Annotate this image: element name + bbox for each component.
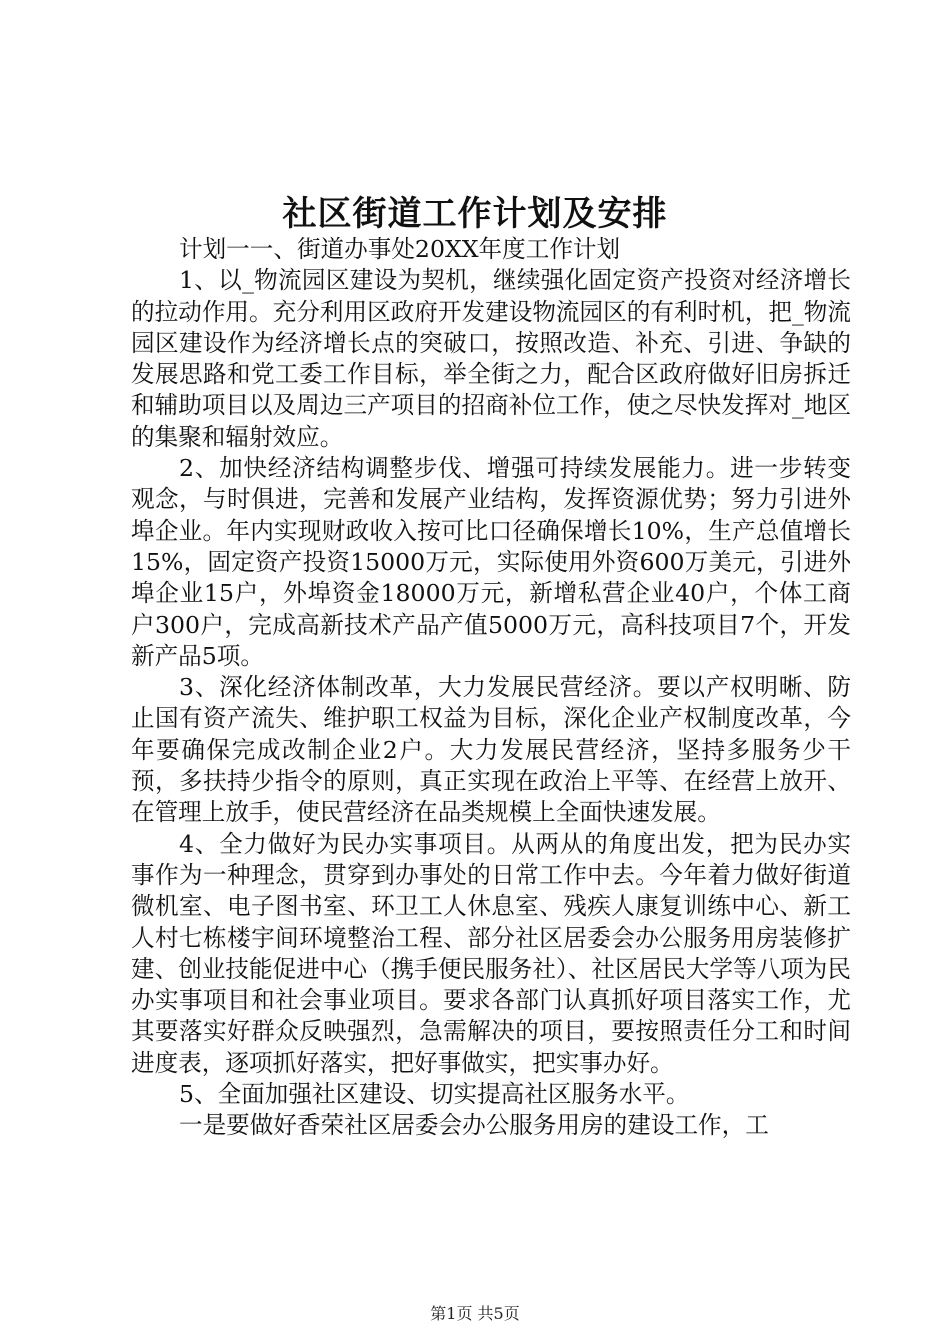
document-title: 社区街道工作计划及安排 <box>282 194 668 234</box>
page-footer: 第1页 共5页 <box>430 1304 520 1323</box>
paragraph-2: 2、加快经济结构调整步伐、增强可持续发展能力。进一步转变观念，与时俱进，完善和发展产业结构，发挥资源优势；努力引进外埠企业。年内实现财政收入按可比口径确保增长10%，生产总值增长15%，固定资产投资15000万元，实际使用外资600万美元，引进外埠企业15户，外埠资金18000万元，新增私营企业40户，个体工商户300户，完成高新技术产品产值5000万元，高科技项目7个，开发新产品5项。 <box>131 454 851 670</box>
paragraph-1: 1、以_物流园区建设为契机，继续强化固定资产投资对经济增长的拉动作用。充分利用区政府开发建设物流园区的有利时机，把_物流园区建设作为经济增长点的突破口，按照改造、补充、引进、争缺的发展思路和党工委工作目标，举全街之力，配合区政府做好旧房拆迁和辅助项目以及周边三产项目的招商补位工作，使之尽快发挥对_地区的集聚和辐射效应。 <box>131 266 851 451</box>
paragraph-4: 4、全力做好为民办实事项目。从两从的角度出发，把为民办实事作为一种理念，贯穿到办事处的日常工作中去。今年着力做好街道微机室、电子图书室、环卫工人休息室、残疾人康复训练中心、新工人村七栋楼宇间环境整治工程、部分社区居委会办公服务用房装修扩建、创业技能促进中心（携手便民服务社）、社区居民大学等八项为民办实事项目和社会事业项目。要求各部门认真抓好项目落实工作，尤其要落实好群众反映强烈，急需解决的项目，要按照责任分工和时间进度表，逐项抓好落实，把好事做实，把实事办好。 <box>131 829 851 1077</box>
section-heading: 计划一一、街道办事处20XX年度工作计划 <box>179 235 621 263</box>
document-body <box>131 234 851 1142</box>
paragraph-6: 一是要做好香荣社区居委会办公服务用房的建设工作，工 <box>179 1111 769 1140</box>
paragraph-3: 3、深化经济体制改革，大力发展民营经济。要以产权明晰、防止国有资产流失、维护职工权益为目标，深化企业产权制度改革，今年要确保完成改制企业2户。大力发展民营经济，坚持多服务少干预，多扶持少指令的原则，真正实现在政治上平等、在经营上放开、在管理上放手，使民营经济在品类规模上全面快速发展。 <box>131 673 851 827</box>
paragraph-5: 5、全面加强社区建设、切实提高社区服务水平。 <box>179 1080 690 1109</box>
